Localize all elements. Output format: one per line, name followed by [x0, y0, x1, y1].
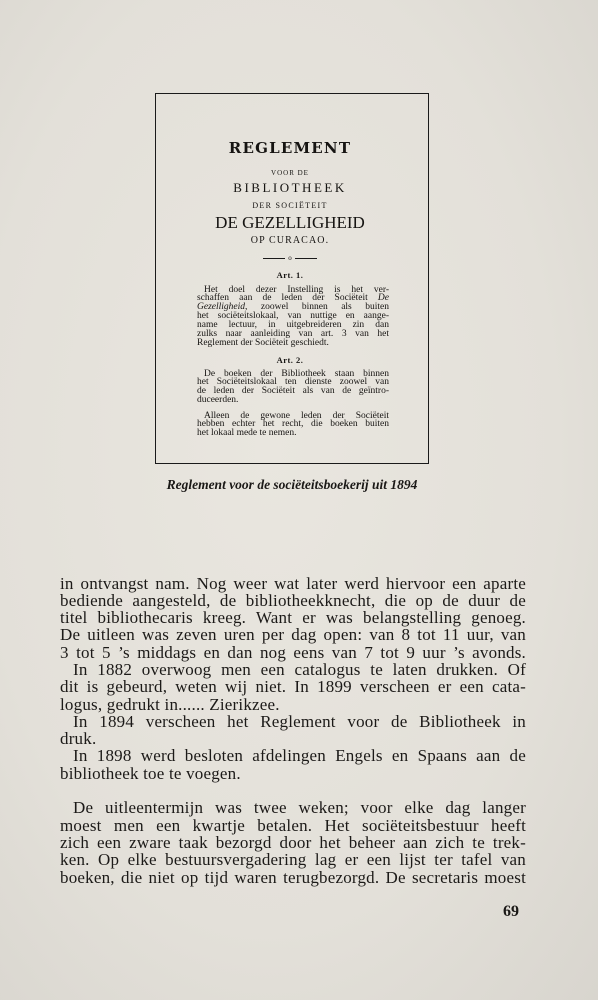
reglement-subtitle-voor-de: VOOR DE — [271, 169, 309, 177]
article-1-line: zulks naar aanleiding van art. 3 van het — [197, 328, 389, 339]
article-1-line: Reglement der Sociëteit geschiedt. — [197, 337, 329, 348]
paragraph — [60, 713, 526, 748]
article-2-line: hebben echter het recht, die boeken buiten — [197, 419, 389, 430]
text-line: zich een zware taak bezorgd door het beheer aan zich te trek- — [60, 832, 526, 852]
article-2-line: De boeken der Bibliotheek staan binnen — [204, 368, 389, 379]
text-line: logus, gedrukt in...... Zierikzee. — [60, 694, 280, 714]
reglement-subtitle-der-societeit: DER SOCIËTEIT — [252, 201, 328, 210]
article-2-line: het Sociëteitslokaal ten dienste zoowel van — [197, 377, 389, 388]
article-2-text — [197, 370, 389, 405]
article-1-line: het sociëteitslokaal, van nuttige en aange- — [197, 311, 389, 322]
paragraph — [60, 575, 526, 661]
article-1-heading: Art. 1. — [276, 270, 304, 280]
article-2-second-paragraph — [197, 412, 389, 439]
reglement-title: REGLEMENT — [228, 139, 352, 157]
article-2-line: duceerden. — [197, 395, 239, 406]
article-1-line: Het doel dezer Instelling is het ver- — [204, 284, 389, 295]
text-line: In 1894 verscheen het Reglement voor de Bibliotheek in — [73, 711, 526, 731]
article-2-heading: Art. 2. — [276, 355, 304, 365]
text-line: De uitleentermijn was twee weken; voor elke dag langer — [73, 798, 526, 818]
ornament-rule-right — [295, 258, 317, 259]
text-line: druk. — [60, 729, 97, 749]
text-line: in ontvangst nam. Nog weer wat later werd hiervoor een aparte — [60, 573, 526, 593]
ornament-glyph: o — [288, 254, 292, 262]
text-line: bibliotheek toe te voegen. — [60, 763, 241, 783]
article-1-line-italic: De — [377, 293, 389, 304]
paragraph-gap — [60, 782, 526, 799]
text-line: moest men een kwartje betalen. Het sociëteitsbestuur heeft — [60, 815, 526, 835]
article-2-line: de leden der Sociëteit als van de geïntro- — [197, 386, 389, 397]
article-2-line: Alleen de gewone leden der Sociëteit — [204, 410, 389, 421]
ornament-rule-left — [263, 258, 285, 259]
figure-caption: Reglement voor de sociëteitsboekerij uit 1894 — [166, 477, 418, 492]
article-1-text — [197, 286, 389, 348]
paragraph — [60, 747, 526, 782]
text-line: dit is gebeurd, weten wij niet. In 1899 verscheen er een cata- — [60, 677, 526, 697]
article-1-line-roman: , zoowel binnen als buiten — [245, 302, 389, 313]
page-number: 69 — [503, 903, 519, 920]
text-line: In 1898 werd besloten afdelingen Engels en Spaans aan de — [73, 746, 526, 766]
article-1-line-roman: schaffen aan de leden der Sociëteit — [197, 293, 368, 304]
ornament-divider — [152, 253, 428, 263]
paragraph — [60, 799, 526, 885]
text-line: 3 tot 5 ’s middags en dan nog eens van 7 tot 9 uur ’s avonds. — [60, 642, 526, 662]
article-1-line: name lectuur, in uitgebreideren zin dan — [197, 319, 389, 330]
body-text — [60, 575, 526, 886]
paragraph — [60, 661, 526, 713]
article-2-line: het lokaal mede te nemen. — [197, 428, 297, 439]
text-line: boeken, die niet op tijd waren terugbezorgd. De secretaris moest — [60, 867, 526, 887]
text-line: In 1882 overwoog men een catalogus te laten drukken. Of — [73, 659, 526, 679]
text-line: bediende aangesteld, de bibliotheekknecht, die op de duur de — [60, 590, 526, 610]
text-line: De uitleen was zeven uren per dag open: van 8 tot 11 uur, van — [60, 625, 526, 645]
reglement-subtitle-gezelligheid: DE GEZELLIGHEID — [215, 213, 365, 232]
article-1-line-italic: Gezelligheid — [197, 302, 246, 313]
reglement-subtitle-bibliotheek: BIBLIOTHEEK — [233, 180, 347, 195]
text-line: ken. Op elke bestuursvergadering lag er een lijst ter tafel van — [60, 850, 526, 870]
text-line: titel bibliothecaris kreeg. Want er was belangstelling genoeg. — [60, 608, 526, 628]
reglement-subtitle-op-curacao: OP CURACAO. — [250, 235, 330, 246]
